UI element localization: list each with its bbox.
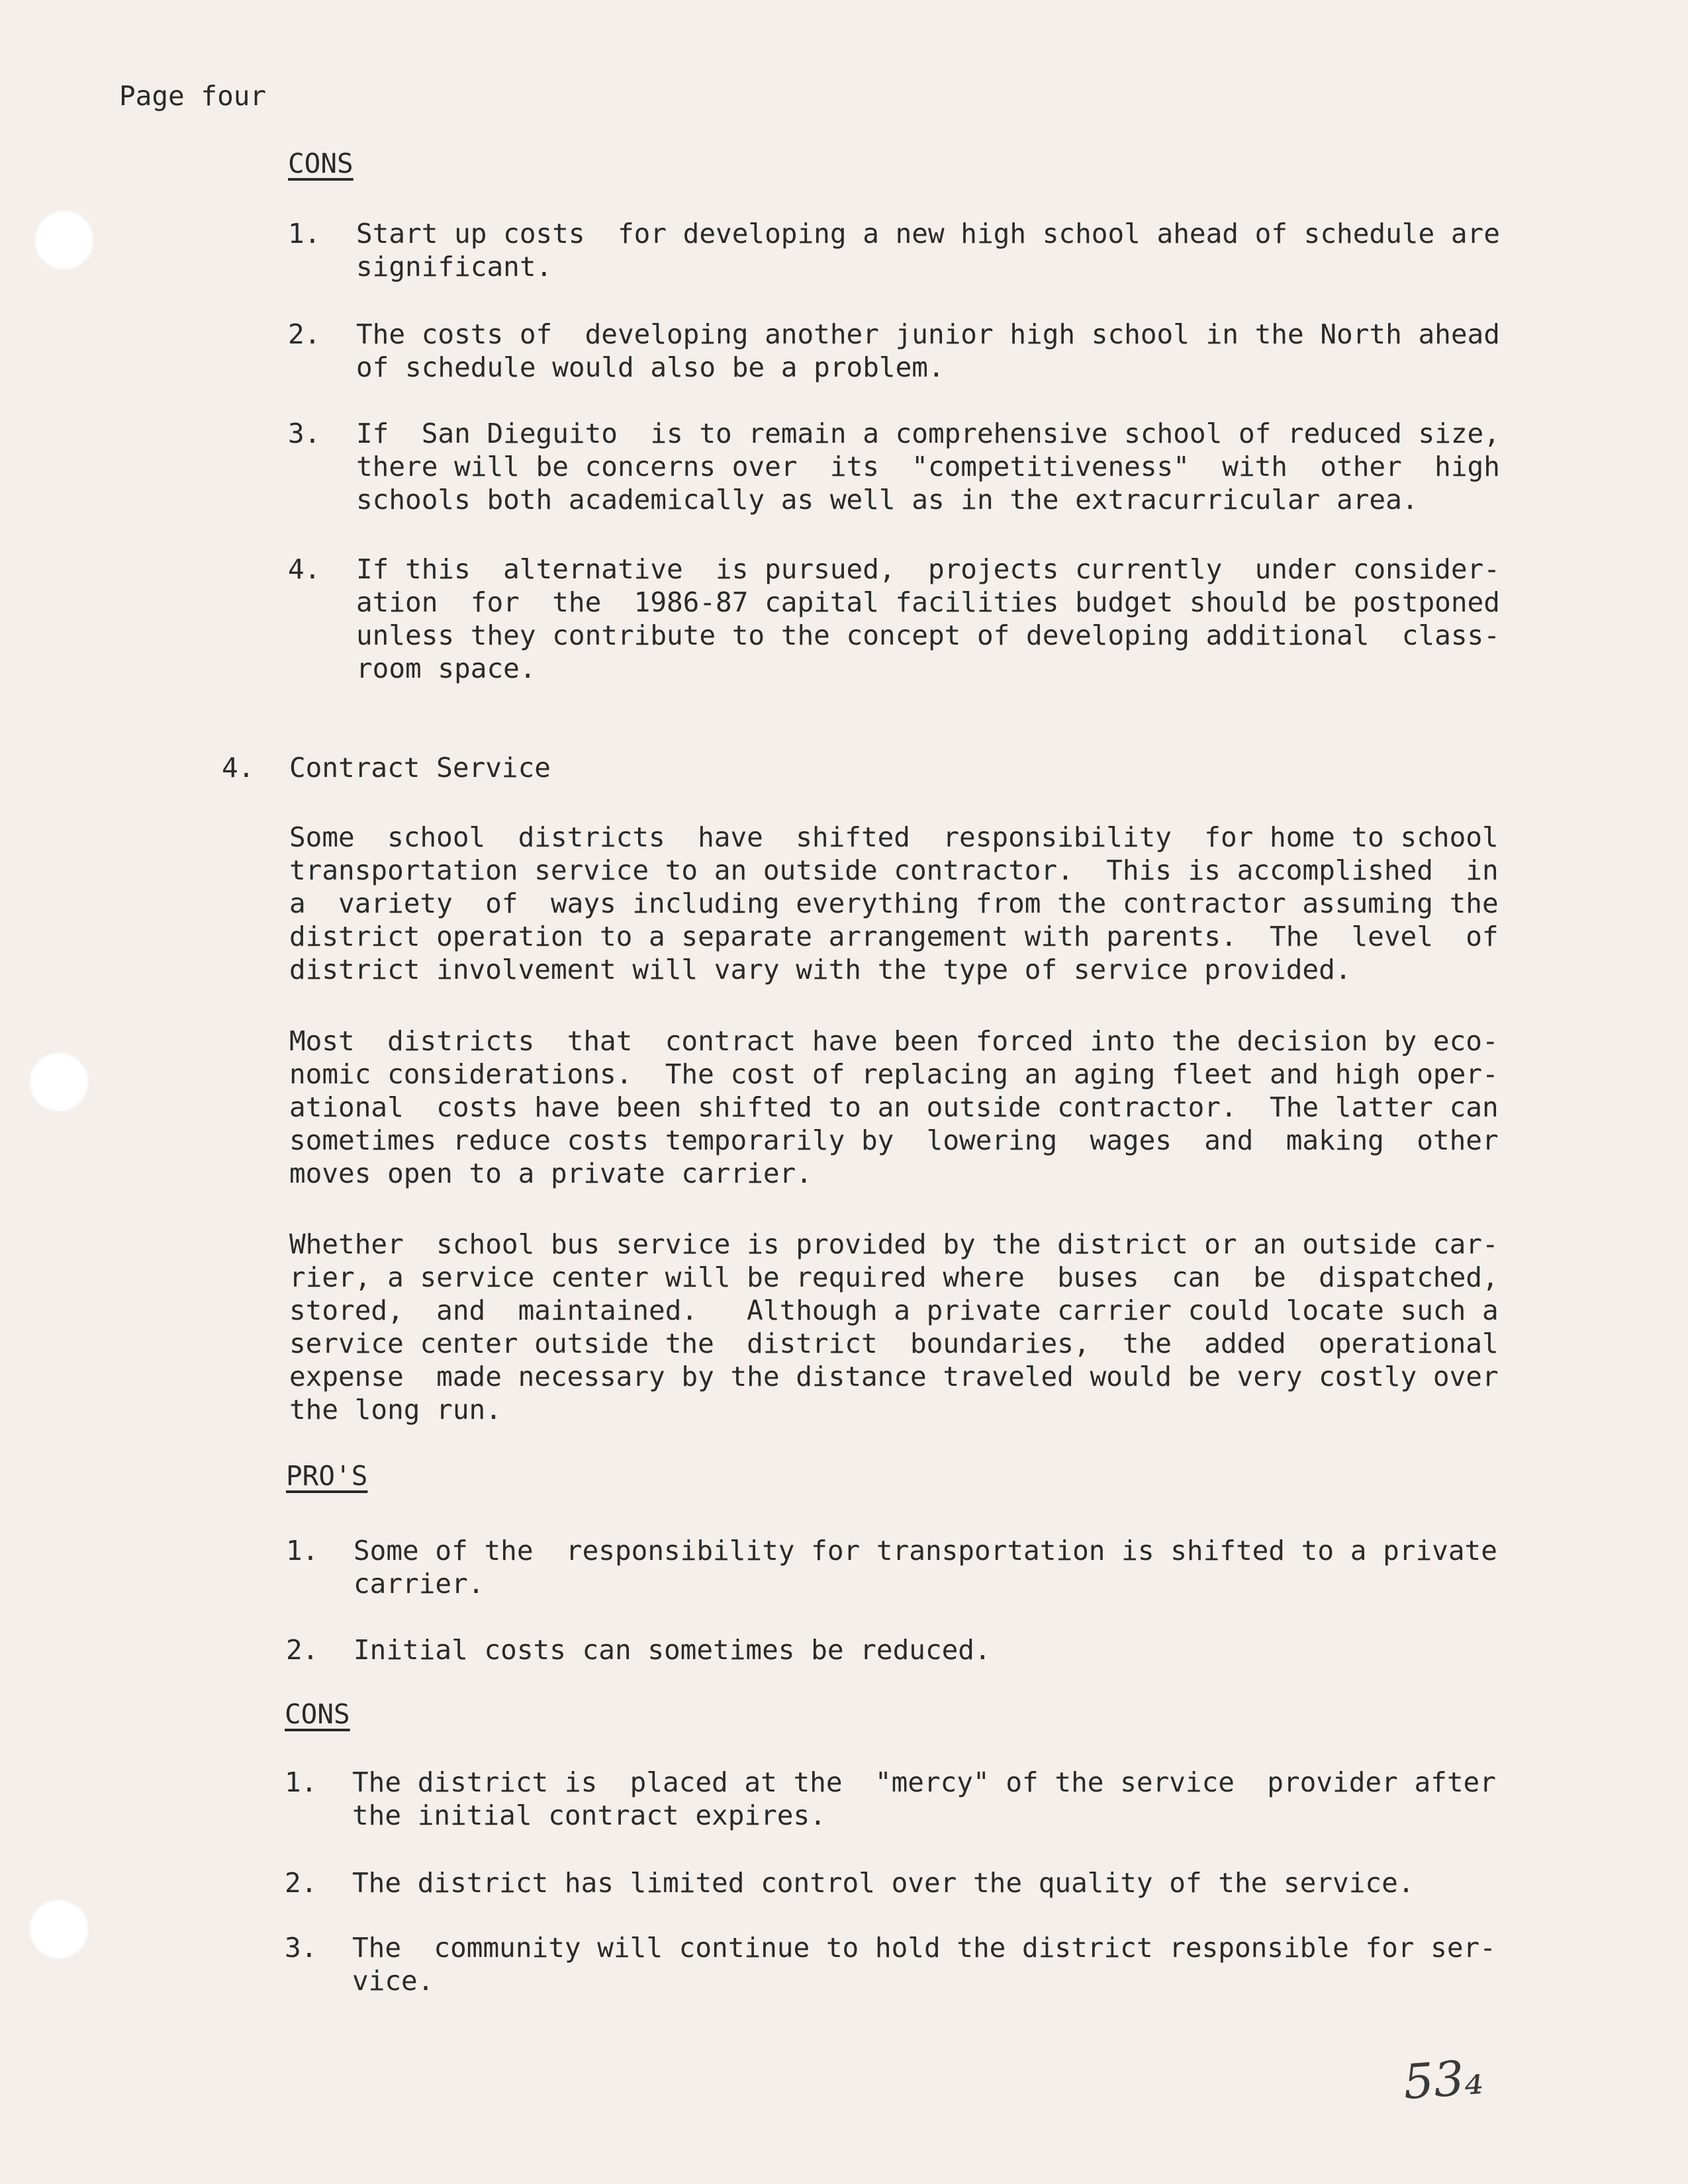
cons2-item-3 (352, 1931, 1530, 1997)
pros-item-1-number: 1. (286, 1535, 319, 1567)
pros-item-1 (353, 1534, 1532, 1600)
cons-heading-1: CONS (288, 148, 353, 179)
cons1-item-3-number: 3. (288, 418, 321, 449)
text-line: district operation to a separate arrangement with parents. The level of (289, 921, 1499, 952)
binder-hole-bottom (29, 1899, 89, 1959)
cons2-item-1 (352, 1766, 1530, 1832)
text-line: unless they contribute to the concept of developing additional class- (356, 619, 1500, 651)
cons1-item-3 (356, 417, 1534, 516)
text-line: nomic considerations. The cost of replacing an aging fleet and high oper- (289, 1058, 1499, 1090)
text-line: transportation service to an outside contractor. This is accomplished in (289, 854, 1499, 886)
text-line: ation for the 1986-87 capital facilities budget should be postponed (356, 586, 1500, 618)
pros-heading: PRO'S (286, 1460, 368, 1492)
cons2-item-3-number: 3. (285, 1932, 318, 1964)
binder-hole-top (34, 210, 94, 270)
text-line: Some of the responsibility for transportation is shifted to a private (353, 1535, 1497, 1567)
text-line: stored, and maintained. Although a private carrier could locate such a (289, 1295, 1499, 1326)
text-line: schools both academically as well as in the extracurricular area. (356, 484, 1419, 516)
cons2-item-2 (352, 1866, 1530, 1899)
text-line: vice. (352, 1965, 434, 1997)
text-line: Most districts that contract have been forced into the decision by eco- (289, 1025, 1499, 1057)
paragraph-2 (289, 1024, 1534, 1190)
binder-hole-middle (29, 1052, 89, 1112)
text-line: sometimes reduce costs temporarily by lowering wages and making other (289, 1124, 1499, 1156)
text-line: The district has limited control over the quality of the service. (352, 1867, 1415, 1899)
paragraph-3 (289, 1228, 1534, 1426)
text-line: significant. (356, 251, 553, 283)
text-line: a variety of ways including everything from the contractor assuming the (289, 887, 1499, 919)
pros-item-2-number: 2. (286, 1634, 319, 1666)
text-line: Start up costs for developing a new high school ahead of schedule are (356, 218, 1500, 250)
text-line: expense made necessary by the distance traveled would be very costly over (289, 1361, 1499, 1392)
text-line: Some school districts have shifted responsibility for home to school (289, 821, 1499, 853)
cons1-item-4-number: 4. (288, 553, 321, 585)
text-line: carrier. (353, 1568, 485, 1600)
cons1-item-1-number: 1. (288, 218, 321, 250)
cons1-item-2-number: 2. (288, 318, 321, 350)
text-line: of schedule would also be a problem. (356, 351, 945, 383)
cons1-item-1 (356, 217, 1534, 283)
text-line: there will be concerns over its "competitiveness" with other high (356, 451, 1500, 482)
text-line: The district is placed at the "mercy" of the service provider after (352, 1766, 1496, 1798)
cons-heading-2: CONS (285, 1698, 350, 1730)
section-number: 4. (222, 752, 255, 784)
cons1-item-2 (356, 318, 1534, 384)
text-line: Initial costs can sometimes be reduced. (353, 1634, 991, 1666)
cons1-item-4 (356, 553, 1534, 685)
text-line: rier, a service center will be required where buses can be dispatched, (289, 1261, 1499, 1293)
text-line: The costs of developing another junior high school in the North ahead (356, 318, 1500, 350)
text-line: If this alternative is pursued, projects currently under consider- (356, 553, 1500, 585)
text-line: the initial contract expires. (352, 1799, 826, 1831)
text-line: moves open to a private carrier. (289, 1158, 812, 1189)
text-line: If San Dieguito is to remain a comprehensive school of reduced size, (356, 418, 1500, 449)
cons2-item-2-number: 2. (285, 1867, 318, 1899)
text-line: The community will continue to hold the district responsible for ser- (352, 1932, 1496, 1964)
page-label: Page four (119, 80, 267, 112)
handwritten-page-number: 53₄ (1401, 2048, 1485, 2111)
text-line: the long run. (289, 1394, 502, 1426)
cons2-item-1-number: 1. (285, 1766, 318, 1798)
text-line: district involvement will vary with the type of service provided. (289, 954, 1352, 985)
text-line: room space. (356, 653, 536, 684)
text-line: ational costs have been shifted to an outside contractor. The latter can (289, 1091, 1499, 1123)
text-line: Whether school bus service is provided by the district or an outside car- (289, 1228, 1499, 1260)
pros-item-2 (353, 1633, 1532, 1666)
paragraph-1 (289, 821, 1534, 986)
text-line: service center outside the district boundaries, the added operational (289, 1328, 1499, 1359)
section-title: Contract Service (289, 752, 551, 784)
